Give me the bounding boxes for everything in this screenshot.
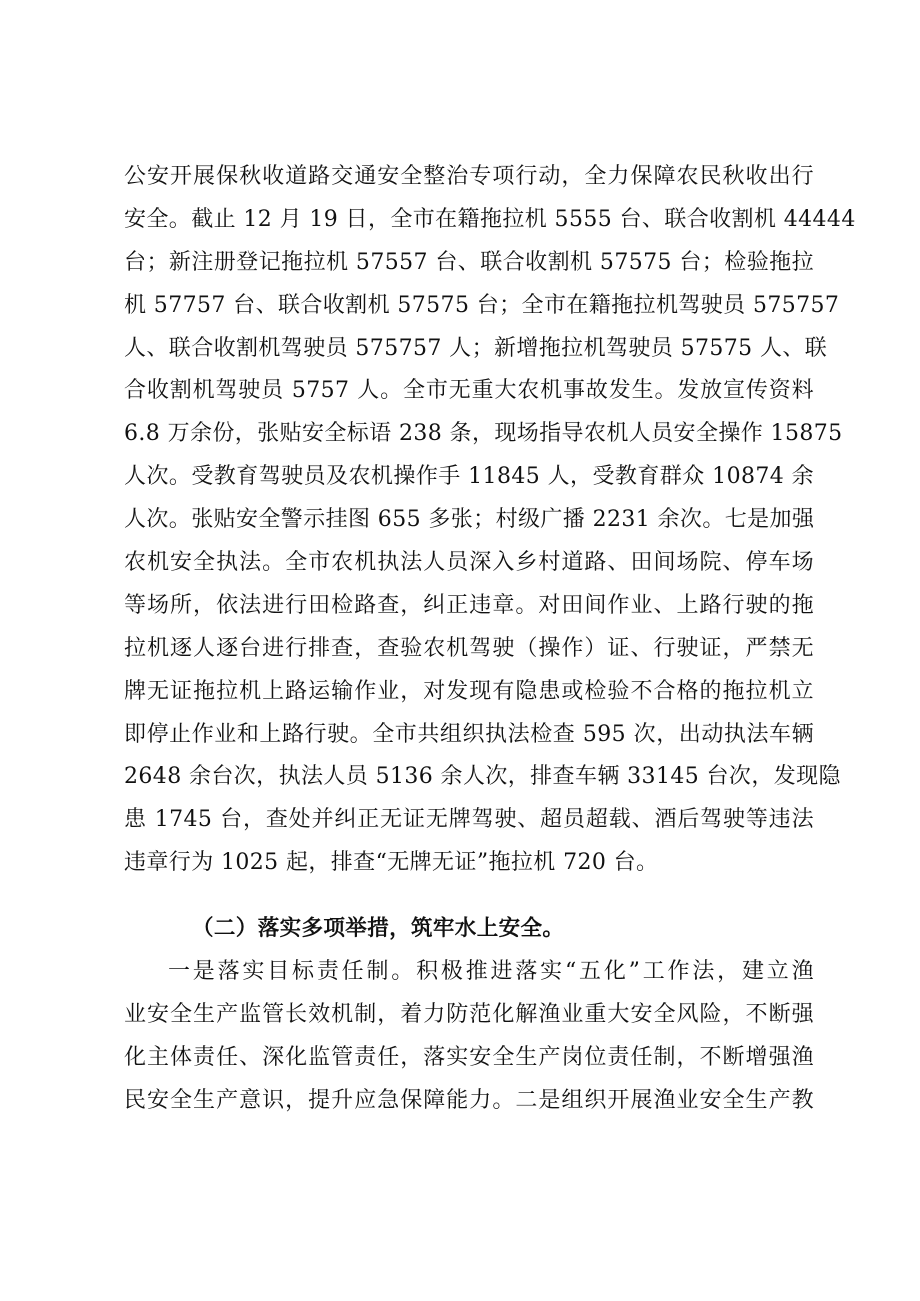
text-line: 台；新注册登记拖拉机 57557 台、联合收割机 57575 台；检验拖拉 <box>124 249 814 275</box>
section-heading-text: （二）落实多项举措，筑牢水上安全。 <box>192 916 565 941</box>
text-line: 安全。截止 12 月 19 日，全市在籍拖拉机 5555 台、联合收割机 44444 <box>124 206 856 232</box>
text-line: 民安全生产意识，提升应急保障能力。二是组织开展渔业安全生产教 <box>124 1087 814 1113</box>
text-line: 患 1745 台，查处并纠正无证无牌驾驶、超员超载、酒后驾驶等违法 <box>124 807 814 833</box>
text-line: 人、联合收割机驾驶员 575757 人；新增拖拉机驾驶员 57575 人、联 <box>124 335 828 361</box>
text-line: 牌无证拖拉机上路运输作业，对发现有隐患或检验不合格的拖拉机立 <box>124 678 814 704</box>
text-line: 违章行为 1025 起，排查“无牌无证”拖拉机 720 台。 <box>124 850 659 876</box>
section-heading-water-safety <box>124 908 814 951</box>
text-line: 一是落实目标责任制。积极推进落实“五化”工作法，建立渔 <box>168 959 814 984</box>
text-line: 6.8 万余份，张贴安全标语 238 条，现场指导农机人员安全操作 15875 <box>124 421 843 447</box>
text-line: 等场所，依法进行田检路查，纠正违章。对田间作业、上路行驶的拖 <box>124 592 814 618</box>
text-line: 农机安全执法。全市农机执法人员深入乡村道路、田间场院、停车场 <box>124 550 814 576</box>
paragraph-fishery-safety <box>124 951 814 1123</box>
paragraph-agri-machinery-safety <box>124 156 856 885</box>
text-line: 机 57757 台、联合收割机 57575 台；全市在籍拖拉机驾驶员 575757 <box>124 292 840 318</box>
text-line: 拉机逐人逐台进行排查，查验农机驾驶（操作）证、行驶证，严禁无 <box>124 635 814 661</box>
text-line: 即停止作业和上路行驶。全市共组织执法检查 595 次，出动执法车辆 <box>124 721 814 747</box>
text-line: 人次。张贴安全警示挂图 655 多张；村级广播 2231 余次。七是加强 <box>124 507 815 533</box>
text-line: 化主体责任、深化监管责任，落实安全生产岗位责任制，不断增强渔 <box>124 1044 814 1070</box>
text-line: 公安开展保秋收道路交通安全整治专项行动，全力保障农民秋收出行 <box>124 164 814 189</box>
text-line: 2648 余台次，执法人员 5136 余人次，排查车辆 33145 台次，发现隐 <box>124 764 841 790</box>
text-line: 合收割机驾驶员 5757 人。全市无重大农机事故发生。发放宣传资料 <box>124 378 814 404</box>
text-line: 人次。受教育驾驶员及农机操作手 11845 人，受教育群众 10874 余 <box>124 464 814 490</box>
text-line: 业安全生产监管长效机制，着力防范化解渔业重大安全风险，不断强 <box>124 1001 814 1027</box>
